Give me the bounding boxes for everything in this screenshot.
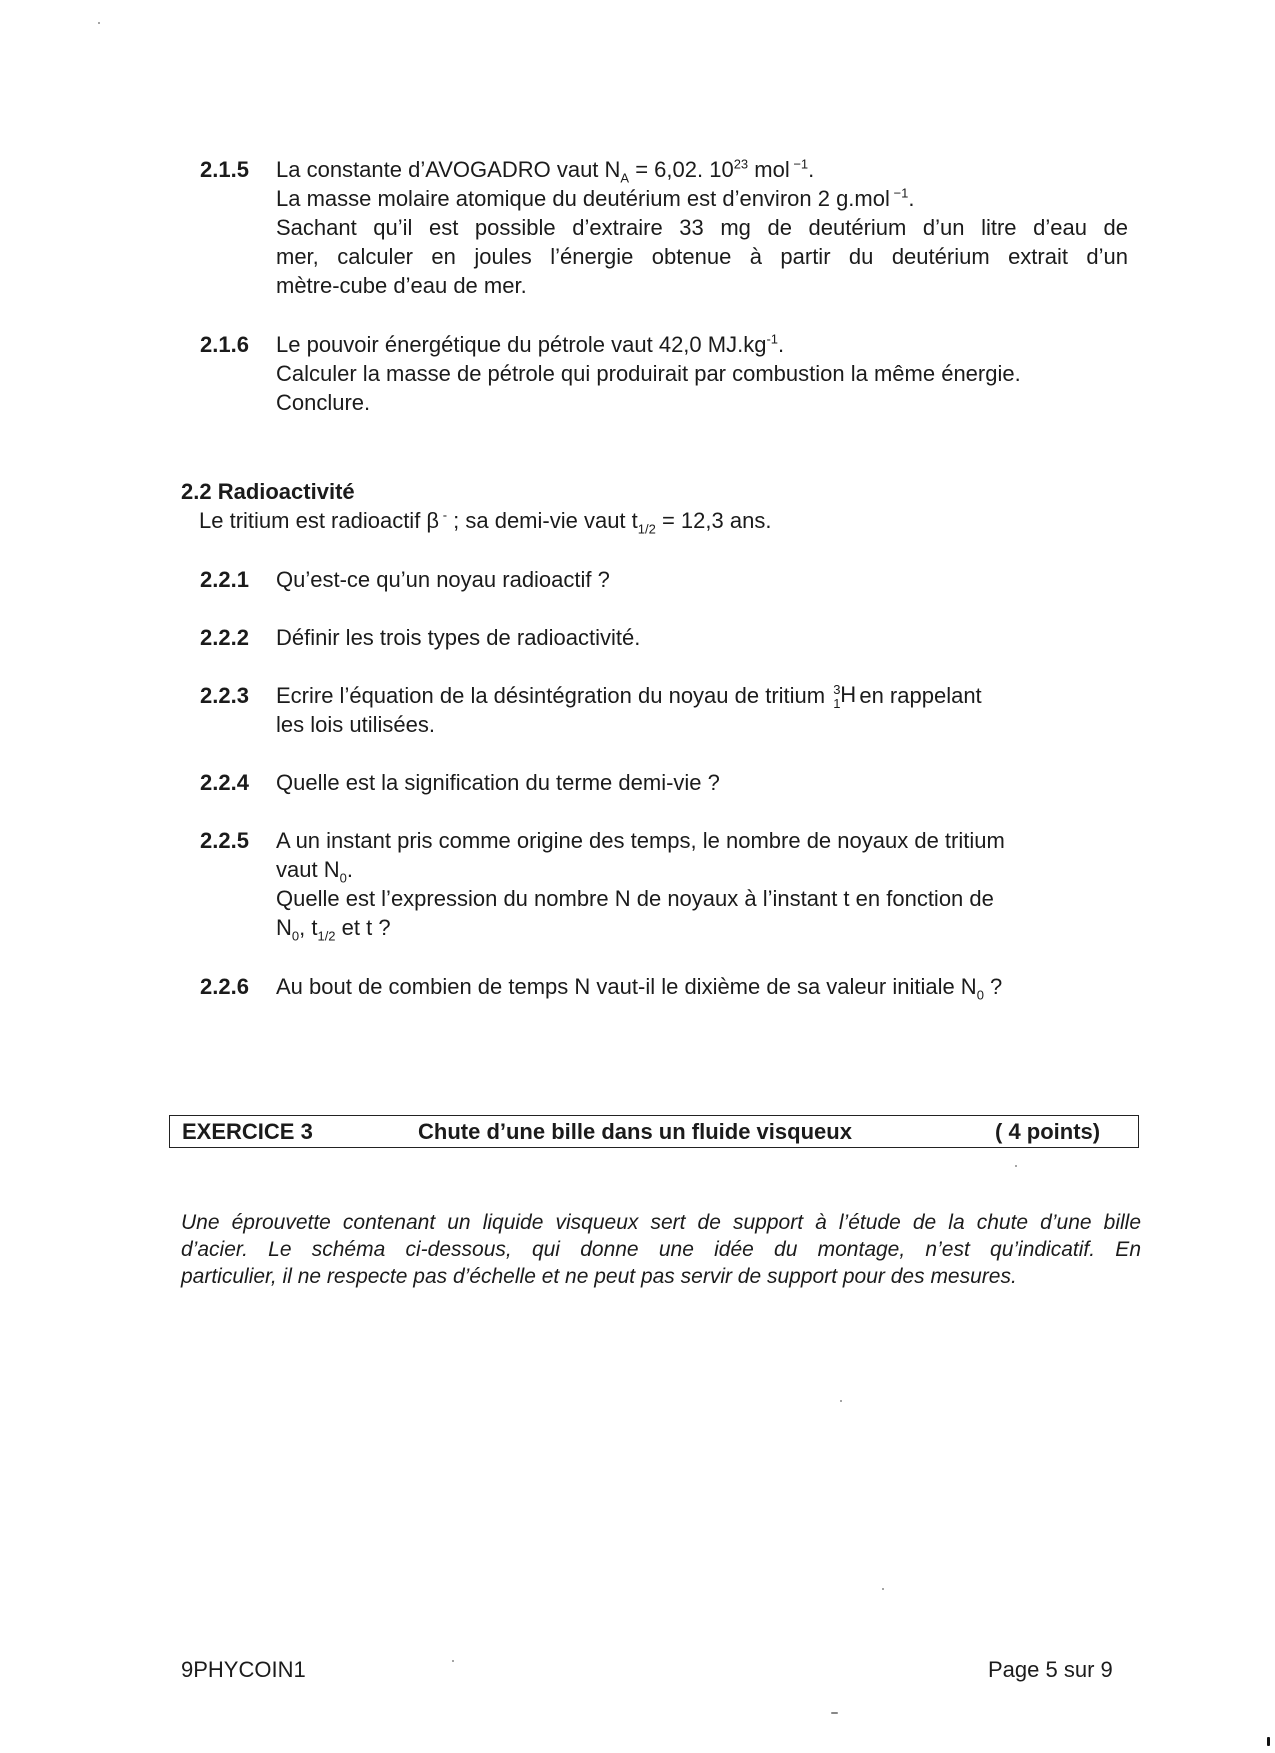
scan-speck	[831, 1712, 838, 1714]
question-2-2-2	[200, 623, 1160, 652]
question-line: Ecrire l’équation de la désintégration du noyau de tritium 3 1 H en rappelant	[276, 682, 982, 711]
exercise-header	[169, 1115, 1139, 1148]
question-2-2-1	[200, 565, 1160, 594]
scan-speck	[840, 1400, 842, 1402]
scan-speck	[98, 22, 100, 24]
question-number: 2.2.1	[200, 567, 249, 592]
question-line: $N_0$, $t_{1/2}$ et t ?	[276, 915, 391, 944]
section-title: 2.2 Radioactivité	[181, 479, 355, 504]
scan-speck	[452, 1660, 454, 1662]
question-line: Définir les trois types de radioactivité.	[276, 625, 641, 650]
question-2-2-4	[200, 768, 1160, 797]
exercise-title: Chute d’une bille dans un fluide visqueux	[418, 1119, 852, 1144]
intro-line: Une éprouvette contenant un liquide visqueux sert de support à l’étude de la chute d’une bille	[181, 1211, 1141, 1234]
question-number: 2.2.5	[200, 828, 249, 853]
question-number: 2.1.5	[200, 157, 249, 182]
question-line: Le pouvoir énergétique du pétrole vaut 42,0 $MJ.kg^{-1}$.	[276, 331, 785, 357]
scan-speck	[1015, 1165, 1017, 1167]
scan-speck	[1267, 1737, 1270, 1746]
section-2-2	[181, 477, 771, 535]
question-line: mer, calculer en joules l’énergie obtenue à partir du deutérium extrait d’un	[276, 244, 1128, 269]
intro-line: particulier, il ne respecte pas d’échelle et ne peut pas servir de support pour des mesures.	[181, 1265, 1017, 1288]
exercise-points: ( 4 points)	[995, 1119, 1101, 1144]
question-line: Au bout de combien de temps N vaut-il le dixième de sa valeur initiale $N_0$ ?	[276, 974, 1003, 1003]
question-2-1-6	[200, 330, 1160, 417]
question-line: La constante d’AVOGADRO vaut $N_A = 6,02$. $10^{23}$ mol $^{-1}$.	[276, 156, 815, 186]
question-number: 2.2.2	[200, 625, 249, 650]
scan-speck	[882, 1588, 884, 1590]
question-number: 2.2.3	[200, 683, 249, 708]
question-line: Quelle est la signification du terme demi-vie ?	[276, 770, 720, 795]
question-line: Qu’est-ce qu’un noyau radioactif ?	[276, 567, 610, 592]
footer-code: 9PHYCOIN1	[181, 1657, 306, 1682]
question-line: Calculer la masse de pétrole qui produirait par combustion la même énergie.	[276, 361, 1021, 386]
question-line: mètre-cube d’eau de mer.	[276, 273, 527, 298]
question-line: Conclure.	[276, 390, 371, 415]
question-line: La masse molaire atomique du deutérium est d’environ 2 g.mol $^{-1}$.	[276, 185, 915, 211]
section-intro: Le tritium est radioactif β - ; sa demi-vie vaut $t_{1/2} = 12,3$ ans.	[199, 507, 772, 537]
question-2-2-5	[200, 826, 1160, 942]
exercise-introduction	[181, 1209, 1141, 1290]
question-number: 2.1.6	[200, 332, 249, 357]
exercise-label: EXERCICE 3	[182, 1119, 313, 1144]
question-2-1-5	[200, 155, 1160, 300]
question-line: A un instant pris comme origine des temps, le nombre de noyaux de tritium	[276, 828, 1005, 853]
question-line: Sachant qu’il est possible d’extraire 33 mg de deutérium d’un litre d’eau de	[276, 215, 1128, 240]
intro-line: d’acier. Le schéma ci-dessous, qui donne une idée du montage, n’est qu’indicatif. En	[181, 1238, 1141, 1261]
question-2-2-3	[200, 681, 1160, 739]
question-number: 2.2.6	[200, 974, 249, 999]
question-line: vaut $N_0$.	[276, 857, 353, 886]
footer-page-number: Page 5 sur 9	[988, 1657, 1113, 1682]
question-number: 2.2.4	[200, 770, 249, 795]
question-line: Quelle est l’expression du nombre N de noyaux à l’instant t en fonction de	[276, 886, 994, 911]
tritium-nuclide: 3 1 H	[833, 682, 857, 711]
question-line: les lois utilisées.	[276, 712, 435, 737]
question-2-2-6	[200, 972, 1160, 1001]
